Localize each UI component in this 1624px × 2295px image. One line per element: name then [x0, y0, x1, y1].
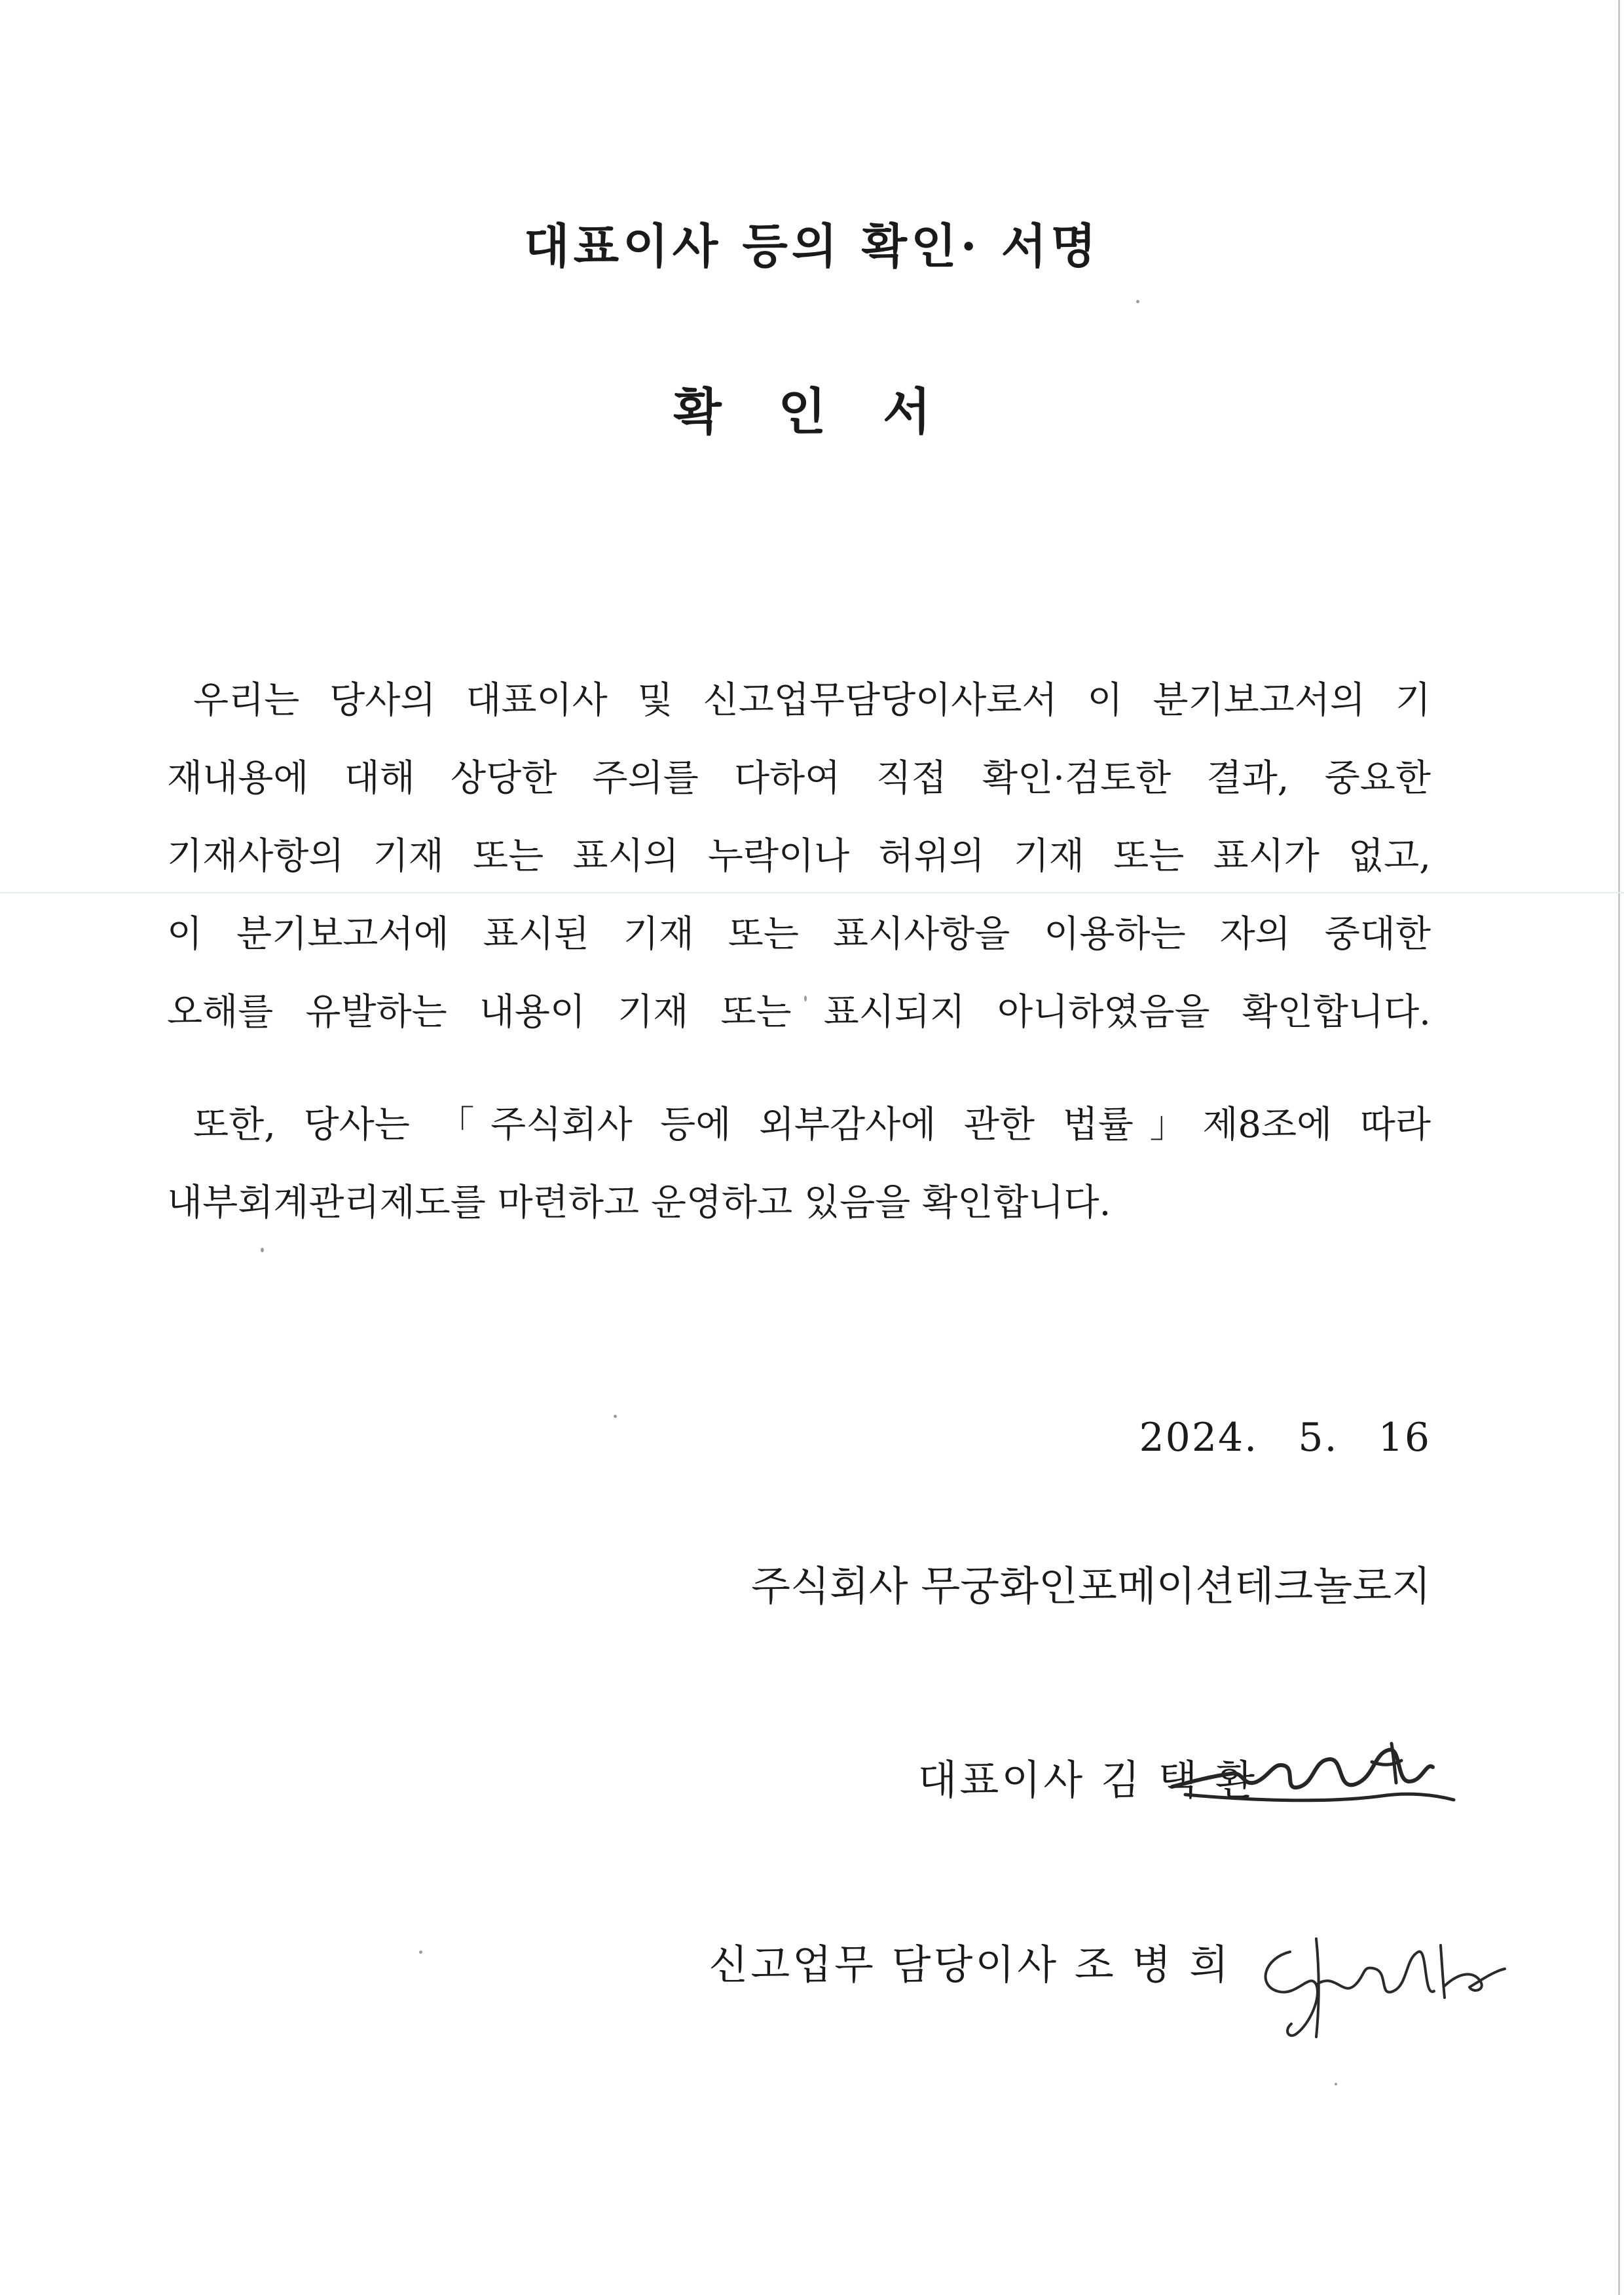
confirmation-paragraph [167, 662, 1431, 1051]
scan-edge [1618, 0, 1620, 2295]
scan-speck [1335, 2083, 1337, 2085]
scan-speck [614, 1415, 617, 1418]
company-name: 주식회사 무궁화인포메이션테크놀로지 [751, 1562, 1431, 1610]
paragraph-line: 내부회계관리제도를 마련하고 운영하고 있음을 확인합니다. [167, 1182, 1111, 1224]
reporting-officer-name-line: 신고업무 담당이사 조 병 희 [709, 1941, 1231, 1988]
internal-control-paragraph [167, 1086, 1431, 1242]
paragraph-line: 재내용에 대해 상당한 주의를 다하여 직접 확인·검토한 결과, 중요한 [167, 757, 1431, 800]
document-title: 대표이사 등의 확인· 서명 [524, 218, 1100, 274]
ceo-name-line: 대표이사 김 택 환 [917, 1756, 1257, 1804]
ceo-signature [1166, 1736, 1467, 1821]
paragraph-line: 오해를 유발하는 내용이 기재 또는 표시되지 아니하였음을 확인합니다. [167, 991, 1431, 1034]
scan-speck [261, 1248, 264, 1252]
document-date: 2024. 5. 16 [1139, 1415, 1431, 1461]
scan-speck [1136, 300, 1139, 303]
paragraph-line: 이 분기보고서에 표시된 기재 또는 표시사항을 이용하는 자의 중대한 [167, 913, 1431, 956]
document-subtitle: 확 인 서 [673, 382, 951, 441]
paragraph-line: 우리는 당사의 대표이사 및 신고업무담당이사로서 이 분기보고서의 기 [193, 679, 1431, 722]
reporting-officer-signature [1251, 1926, 1513, 2050]
scan-speck [419, 1950, 422, 1954]
paragraph-line: 기재사항의 기재 또는 표시의 누락이나 허위의 기재 또는 표시가 없고, [167, 835, 1431, 878]
paragraph-line: 또한, 당사는 「주식회사 등에 외부감사에 관한 법률」제8조에 따라 [193, 1104, 1431, 1146]
